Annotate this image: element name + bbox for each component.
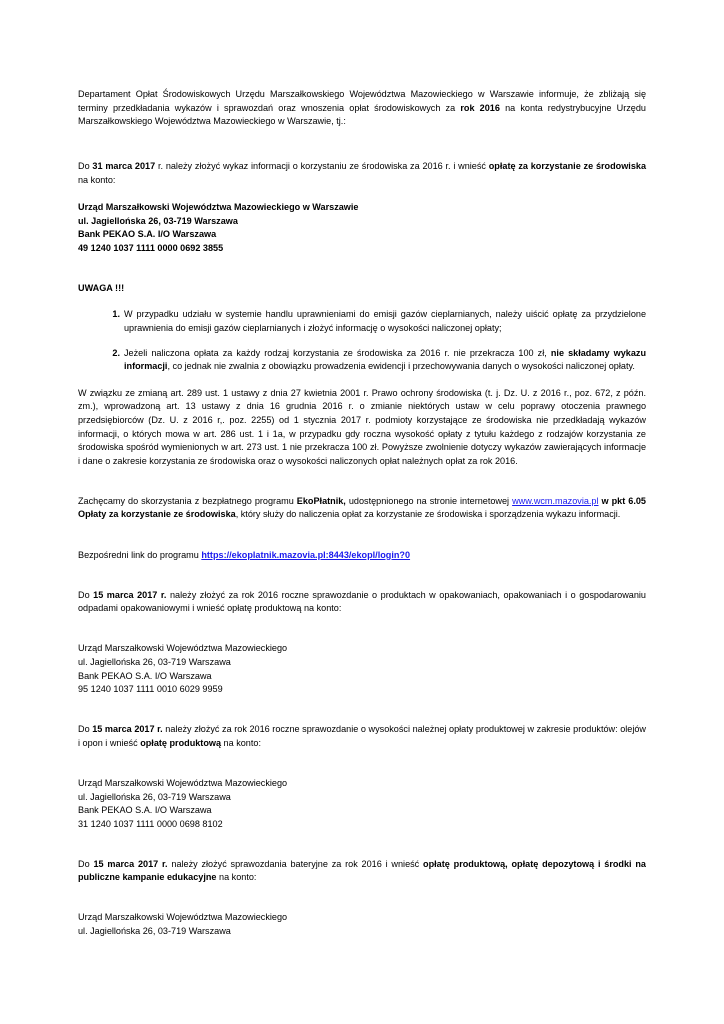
section1-date: 31 marca 2017 (92, 161, 156, 172)
section4-date: 15 marca 2017 r. (93, 858, 168, 869)
account-line: Bank PEKAO S.A. I/O Warszawa (78, 805, 212, 816)
section4-post: na konto: (216, 872, 257, 883)
intro-year-bold: rok 2016 (460, 102, 500, 113)
spacer-7 (78, 710, 646, 723)
account-number: 31 1240 1037 1111 0000 0698 8102 (78, 818, 223, 829)
account-line: ul. Jagiellońska 26, 03-719 Warszawa (78, 656, 231, 667)
intro-text-part2: na konta redystrybucyjne Urzędu Marszałkowskiego Województwa Mazowieckiego w Warszawie, tj.: (78, 102, 646, 127)
spacer-9 (78, 845, 646, 858)
direct-link-pre: Bezpośredni link do programu (78, 549, 202, 560)
section4-mid: należy złożyć sprawozdania bateryjne za rok 2016 i wnieść (167, 858, 424, 869)
section1-mid: r. należy złożyć wykaz informacji o korzystaniu ze środowiska za 2016 r. i wnieść (155, 161, 489, 172)
section3-paragraph (78, 723, 646, 750)
spacer-8 (78, 764, 646, 777)
section4-fee: opłatę produktową, opłatę depozytową i środki na publiczne kampanie edukacyjne (78, 858, 646, 883)
account-line: ul. Jagiellońska 26, 03-719 Warszawa (78, 215, 238, 226)
numbered-list (78, 308, 646, 373)
section3-post: na konto: (221, 737, 261, 748)
account-line: Urząd Marszałkowski Województwa Mazowieckiego (78, 643, 288, 654)
ekoplatnik-paragraph (78, 495, 646, 522)
wcm-mazovia-link[interactable]: www.wcm.mazovia.pl (512, 495, 599, 506)
ekoplatnik-program-name: EkoPłatnik, (296, 495, 346, 506)
list-item-post: , co jednak nie zwalnia z obowiązku prowadzenia ewidencji i przechowywania danych o wysokości naliczonej opłaty. (167, 361, 635, 372)
ekoplatnik-mid2: w pkt 6.05 Opłaty za korzystanie ze środowiska (78, 495, 646, 520)
document-body (78, 88, 646, 939)
spacer-6 (78, 629, 646, 642)
list-item-bold: nie składamy wykazu informacji (124, 347, 646, 372)
list-item-pre: Jeżeli naliczona opłata za każdy rodzaj korzystania ze środowiska za 2016 r. nie przekracza 100 zł, (124, 347, 551, 358)
account-line: ul. Jagiellońska 26, 03-719 Warszawa (78, 791, 231, 802)
spacer-10 (78, 898, 646, 911)
section2-post: należy złożyć za rok 2016 roczne sprawozdanie o produktach w opakowaniach, opakowaniach i o gospodarowaniu odpadami opakowaniowymi i wnieść opłatę produktową na konto: (78, 589, 646, 614)
list-item (124, 347, 646, 374)
section2-date: 15 marca 2017 r. (93, 589, 167, 600)
section2-pre: Do (78, 589, 94, 600)
section2-paragraph (78, 589, 646, 616)
list-item-text: W przypadku udziału w systemie handlu uprawnieniami do emisji gazów cieplarnianych, należy uiścić opłatę za przydzielone uprawnienia do emisji gazów cieplarnianych i złożyć informację o wysokości naliczonej opłaty; (124, 309, 646, 334)
ekoplatnik-program-link[interactable]: https://ekoplatnik.mazovia.pl:8443/ekopl/login?0 (201, 549, 411, 560)
section1-fee: opłatę za korzystanie ze środowiska (488, 161, 646, 172)
account-line: Bank PEKAO S.A. I/O Warszawa (78, 670, 212, 681)
section1-paragraph (78, 160, 646, 187)
spacer-3 (78, 482, 646, 495)
section3-date: 15 marca 2017 r. (92, 724, 163, 735)
list-item (124, 308, 646, 335)
intro-paragraph (78, 88, 646, 129)
spacer-5 (78, 576, 646, 589)
section3-fee: opłatę produktową (140, 737, 222, 748)
section3-mid: należy złożyć za rok 2016 roczne sprawozdanie o wysokości należnej opłaty produktowej w zakresie produktów: olejów i opon i wnieść (78, 724, 646, 748)
section4-pre: Do (78, 858, 94, 869)
section3-pre: Do (78, 724, 93, 735)
account-line: ul. Jagiellońska 26, 03-719 Warszawa (78, 926, 231, 937)
account-line: Bank PEKAO S.A. I/O Warszawa (78, 229, 217, 240)
section4-paragraph (78, 858, 646, 885)
ekoplatnik-post: , który służy do naliczenia opłat za korzystanie ze środowiska i sporządzenia wykazu informacji. (235, 509, 621, 520)
warning-heading: UWAGA !!! (78, 282, 125, 293)
account-line: Urząd Marszałkowski Województwa Mazowieckiego (78, 777, 288, 788)
section1-pre: Do (78, 161, 93, 172)
section2-account-block (78, 642, 646, 696)
account-line: Urząd Marszałkowski Województwa Mazowieckiego w Warszawie (78, 201, 359, 212)
section3-account-block (78, 777, 646, 831)
direct-link-paragraph (78, 549, 646, 563)
account-number: 95 1240 1037 1111 0010 6029 9959 (78, 684, 223, 695)
section1-account-block (78, 201, 646, 255)
section1-post: na konto: (78, 174, 116, 185)
section4-account-block (78, 911, 646, 938)
ekoplatnik-pre: Zachęcamy do skorzystania z bezpłatnego programu (78, 495, 297, 506)
intro-text-part1: Departament Opłat Środowiskowych Urzędu Marszałkowskiego Województwa Mazowieckiego w Warszawie informuje, że zbliżają się terminy przedkładania wykazów i sprawozdań oraz wnoszenia opłat środowiskowych za (78, 89, 646, 113)
spacer-4 (78, 536, 646, 549)
account-line: Urząd Marszałkowski Województwa Mazowieckiego (78, 912, 288, 923)
legal-paragraph: W związku ze zmianą art. 289 ust. 1 ustawy z dnia 27 kwietnia 2001 r. Prawo ochrony środowiska (t. j. Dz. U. z 2016 r., poz. 672, z późn. zm.), wprowadzoną art. 13 ustawy z dnia 16 grudnia 2016 r. o zmianie niektórych ustaw w celu poprawy otoczenia prawnego przedsiębiorców (Dz. U. z 2016 r,. poz. 2255) od 1 stycznia 2017 r. podmioty korzystające ze środowiska nie przedkładają wykazów informacji, o których mowa w art. 286 ust. 1 i 1a, w przypadku gdy roczna wysokość opłaty z tytułu każdego z rodzajów korzystania ze środowiska spośród wymienionych w art. 273 ust. 1 nie przekracza 100 zł. Powyższe zwolnienie dotyczy wykazów zawierających informacje i dane o zakresie korzystania ze środowiska oraz o wysokości naliczonych opłat należnych opłat za rok 2016. (78, 387, 646, 466)
spacer-2 (78, 269, 646, 282)
account-number: 49 1240 1037 1111 0000 0692 3855 (78, 242, 224, 253)
ekoplatnik-mid1: udostępnionego na stronie internetowej (345, 495, 513, 506)
spacer-1 (78, 142, 646, 160)
